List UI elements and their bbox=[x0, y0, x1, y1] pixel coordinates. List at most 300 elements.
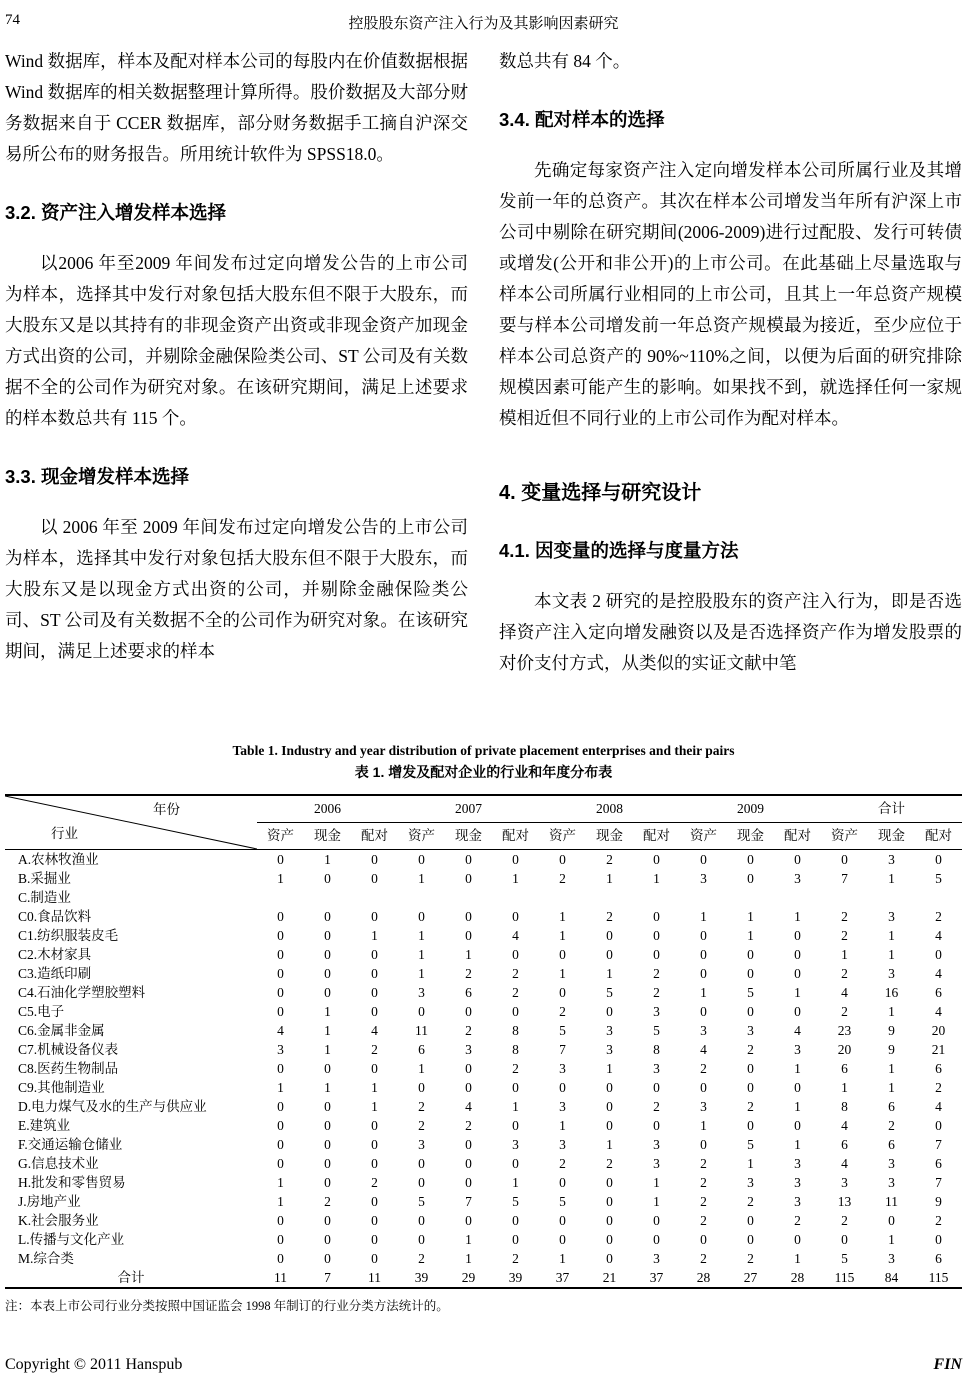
table-cell: 0 bbox=[747, 947, 754, 962]
subcolumn-header: 配对 bbox=[633, 823, 680, 850]
table-head bbox=[5, 795, 962, 850]
table-cell: 0 bbox=[277, 1156, 284, 1171]
table-cell: 1 bbox=[747, 1156, 754, 1171]
table-cell: 1 bbox=[324, 1042, 331, 1057]
table-cell bbox=[398, 888, 445, 907]
subcolumn-header: 资产 bbox=[257, 823, 304, 850]
table-cell: 3 bbox=[841, 1175, 848, 1190]
right-column bbox=[499, 46, 962, 679]
table-cell: 13 bbox=[837, 1194, 852, 1209]
table-cell: 3 bbox=[888, 909, 895, 924]
table-cell: 1 bbox=[888, 1232, 895, 1247]
table-cell: 0 bbox=[465, 852, 472, 867]
table-cell: 0 bbox=[371, 1061, 378, 1076]
table-cell: 7 bbox=[465, 1194, 472, 1209]
table-cell bbox=[492, 888, 539, 907]
table-cell: 2 bbox=[700, 1194, 707, 1209]
table-cell: 4 bbox=[935, 1004, 942, 1019]
table-cell: 1 bbox=[747, 909, 754, 924]
table-cell: 0 bbox=[653, 1213, 660, 1228]
table-cell: 0 bbox=[559, 985, 566, 1000]
table-row bbox=[5, 1059, 962, 1078]
table-cell: 1 bbox=[559, 928, 566, 943]
table-cell: 6 bbox=[935, 1251, 942, 1266]
table-cell: 2 bbox=[700, 1251, 707, 1266]
table-cell: 2 bbox=[465, 966, 472, 981]
table-cell: 0 bbox=[794, 928, 801, 943]
table-cell: 3 bbox=[794, 871, 801, 886]
row-label: C3.造纸印刷 bbox=[18, 966, 92, 981]
table-cell: 1 bbox=[700, 909, 707, 924]
table-cell: 0 bbox=[277, 1213, 284, 1228]
table-cell: 1 bbox=[794, 1061, 801, 1076]
row-label: C1.纺织服装皮毛 bbox=[18, 928, 119, 943]
table-cell: 6 bbox=[841, 1061, 848, 1076]
table-cell: 28 bbox=[696, 1270, 711, 1285]
table-cell: 1 bbox=[418, 947, 425, 962]
table-cell: 0 bbox=[277, 909, 284, 924]
row-label: C7.机械设备仪表 bbox=[18, 1042, 119, 1057]
table-row bbox=[5, 945, 962, 964]
table-cell: 0 bbox=[700, 928, 707, 943]
running-head bbox=[5, 10, 962, 34]
table-cell: 3 bbox=[653, 1156, 660, 1171]
row-label: J.房地产业 bbox=[18, 1194, 81, 1209]
table-cell: 7 bbox=[841, 871, 848, 886]
subcolumn-header: 现金 bbox=[586, 823, 633, 850]
table-cell: 0 bbox=[653, 1080, 660, 1095]
table-cell: 5 bbox=[747, 1137, 754, 1152]
section-heading-4: 4. 变量选择与研究设计 bbox=[499, 482, 702, 504]
table-row bbox=[5, 1002, 962, 1021]
table-cell: 6 bbox=[841, 1137, 848, 1152]
table-cell: 0 bbox=[747, 1004, 754, 1019]
table-cell: 6 bbox=[418, 1042, 425, 1057]
table-cell: 0 bbox=[324, 928, 331, 943]
table-cell: 0 bbox=[277, 1137, 284, 1152]
table-cell: 3 bbox=[559, 1137, 566, 1152]
table-cell: 27 bbox=[743, 1270, 758, 1285]
table-cell: 0 bbox=[512, 1004, 519, 1019]
table-cell: 1 bbox=[700, 1118, 707, 1133]
table-cell: 0 bbox=[559, 1175, 566, 1190]
table-cell: 37 bbox=[555, 1270, 570, 1285]
table-cell: 1 bbox=[653, 1175, 660, 1190]
table-cell: 0 bbox=[841, 1232, 848, 1247]
row-label: D.电力煤气及水的生产与供应业 bbox=[18, 1099, 207, 1114]
table-cell: 1 bbox=[371, 1080, 378, 1095]
table-cell: 4 bbox=[841, 1118, 848, 1133]
row-label: B.采掘业 bbox=[18, 871, 71, 886]
table-cell: 5 bbox=[559, 1023, 566, 1038]
table-cell: 2 bbox=[371, 1175, 378, 1190]
table-cell: 0 bbox=[324, 1118, 331, 1133]
table-cell: 1 bbox=[841, 1080, 848, 1095]
table-cell: 0 bbox=[700, 1004, 707, 1019]
table-cell: 0 bbox=[371, 1194, 378, 1209]
table-title-english: Table 1. Industry and year distribution of private placement enterprises and their pairs bbox=[232, 743, 735, 758]
table-cell: 1 bbox=[888, 928, 895, 943]
table-row bbox=[5, 1040, 962, 1059]
table-cell: 2 bbox=[418, 1099, 425, 1114]
table-cell: 0 bbox=[606, 928, 613, 943]
table-1-block bbox=[5, 742, 962, 1315]
table-cell: 0 bbox=[606, 1175, 613, 1190]
table-cell: 3 bbox=[559, 1061, 566, 1076]
subcolumn-header: 现金 bbox=[727, 823, 774, 850]
table-cell: 4 bbox=[465, 1099, 472, 1114]
table-cell: 1 bbox=[418, 928, 425, 943]
table-cell: 2 bbox=[935, 1080, 942, 1095]
table-cell bbox=[351, 888, 398, 907]
table-cell: 1 bbox=[324, 852, 331, 867]
table-cell: 0 bbox=[794, 852, 801, 867]
table-cell: 0 bbox=[935, 852, 942, 867]
table-cell: 0 bbox=[277, 1004, 284, 1019]
table-cell: 0 bbox=[606, 1213, 613, 1228]
table-cell: 0 bbox=[653, 1118, 660, 1133]
table-cell: 0 bbox=[559, 1232, 566, 1247]
table-cell bbox=[915, 888, 962, 907]
table-cell: 1 bbox=[747, 928, 754, 943]
table-cell: 1 bbox=[559, 1118, 566, 1133]
table-cell: 2 bbox=[747, 1099, 754, 1114]
table-cell: 0 bbox=[935, 1232, 942, 1247]
table-cell: 3 bbox=[888, 1175, 895, 1190]
table-cell: 0 bbox=[700, 1080, 707, 1095]
table-cell: 0 bbox=[418, 1156, 425, 1171]
table-cell: 3 bbox=[700, 871, 707, 886]
table-cell: 0 bbox=[324, 909, 331, 924]
table-cell: 1 bbox=[559, 909, 566, 924]
table-cell bbox=[868, 888, 915, 907]
table-cell: 2 bbox=[794, 1213, 801, 1228]
table-cell: 0 bbox=[277, 928, 284, 943]
table-cell: 3 bbox=[700, 1099, 707, 1114]
table-cell: 1 bbox=[653, 1194, 660, 1209]
table-cell bbox=[727, 888, 774, 907]
table-cell: 4 bbox=[935, 966, 942, 981]
table-cell: 1 bbox=[277, 1175, 284, 1190]
corner-label-year: 年份 bbox=[153, 802, 180, 817]
table-cell: 0 bbox=[606, 1251, 613, 1266]
table-cell: 4 bbox=[794, 1023, 801, 1038]
table-cell: 0 bbox=[747, 966, 754, 981]
table-cell: 115 bbox=[928, 1270, 949, 1285]
table-cell: 3 bbox=[559, 1099, 566, 1114]
subcolumn-header: 现金 bbox=[868, 823, 915, 850]
table-cell: 5 bbox=[653, 1023, 660, 1038]
table-cell: 21 bbox=[931, 1042, 946, 1057]
table-cell: 0 bbox=[653, 1232, 660, 1247]
table-cell: 0 bbox=[794, 1118, 801, 1133]
table-cell: 2 bbox=[418, 1251, 425, 1266]
table-cell: 3 bbox=[747, 1175, 754, 1190]
table-cell: 2 bbox=[700, 1175, 707, 1190]
table-cell: 0 bbox=[747, 1213, 754, 1228]
table-cell: 11 bbox=[415, 1023, 428, 1038]
table-row bbox=[5, 1078, 962, 1097]
table-cell: 2 bbox=[606, 1156, 613, 1171]
table-row bbox=[5, 1116, 962, 1135]
table-cell: 3 bbox=[747, 1023, 754, 1038]
table-cell: 1 bbox=[465, 1232, 472, 1247]
table-cell: 4 bbox=[700, 1042, 707, 1057]
page-number: 74 bbox=[5, 12, 20, 28]
table-cell: 0 bbox=[653, 852, 660, 867]
table-cell: 1 bbox=[888, 1004, 895, 1019]
table-cell: 2 bbox=[841, 928, 848, 943]
table-cell: 0 bbox=[794, 966, 801, 981]
table-cell: 1 bbox=[606, 1137, 613, 1152]
table-cell: 0 bbox=[418, 1213, 425, 1228]
table-cell: 0 bbox=[747, 1080, 754, 1095]
row-label: A.农林牧渔业 bbox=[18, 852, 99, 867]
table-row bbox=[5, 888, 962, 907]
table-cell: 1 bbox=[841, 947, 848, 962]
table-cell: 0 bbox=[606, 947, 613, 962]
row-label: H.批发和零售贸易 bbox=[18, 1175, 126, 1190]
table-cell: 2 bbox=[418, 1118, 425, 1133]
table-cell: 2 bbox=[841, 909, 848, 924]
table-cell: 0 bbox=[559, 1213, 566, 1228]
row-label: K.社会服务业 bbox=[18, 1213, 99, 1228]
table-cell: 3 bbox=[653, 1137, 660, 1152]
row-label: C2.木材家具 bbox=[18, 947, 92, 962]
table-cell: 3 bbox=[606, 1042, 613, 1057]
table-cell bbox=[445, 888, 492, 907]
table-cell: 0 bbox=[465, 909, 472, 924]
table-cell: 0 bbox=[512, 947, 519, 962]
table-cell: 0 bbox=[418, 1004, 425, 1019]
corner-header-cell bbox=[5, 795, 257, 850]
table-cell: 1 bbox=[606, 966, 613, 981]
table-cell: 0 bbox=[371, 947, 378, 962]
table-cell: 2 bbox=[700, 1061, 707, 1076]
table-cell: 0 bbox=[512, 1232, 519, 1247]
table-cell: 0 bbox=[935, 947, 942, 962]
table-cell: 1 bbox=[888, 947, 895, 962]
table-cell: 2 bbox=[841, 966, 848, 981]
table-cell: 2 bbox=[747, 1194, 754, 1209]
table-cell: 3 bbox=[888, 1156, 895, 1171]
table-cell: 0 bbox=[277, 966, 284, 981]
table-cell: 0 bbox=[324, 1175, 331, 1190]
table-cell: 4 bbox=[935, 1099, 942, 1114]
table-cell: 1 bbox=[324, 1080, 331, 1095]
table-cell: 1 bbox=[371, 1099, 378, 1114]
table-cell: 0 bbox=[418, 852, 425, 867]
table-cell: 0 bbox=[324, 871, 331, 886]
table-cell: 3 bbox=[888, 1251, 895, 1266]
row-label: C6.金属非金属 bbox=[18, 1023, 105, 1038]
table-cell: 0 bbox=[371, 1137, 378, 1152]
year-group-header: 2006 bbox=[257, 795, 398, 823]
table-cell: 1 bbox=[606, 871, 613, 886]
table-row bbox=[5, 1135, 962, 1154]
table-cell: 0 bbox=[324, 966, 331, 981]
table-cell: 0 bbox=[888, 1213, 895, 1228]
table-cell bbox=[633, 888, 680, 907]
table-cell: 2 bbox=[559, 1004, 566, 1019]
table-cell: 0 bbox=[324, 1156, 331, 1171]
table-cell: 6 bbox=[935, 1156, 942, 1171]
table-cell: 1 bbox=[324, 1004, 331, 1019]
table-cell: 0 bbox=[371, 852, 378, 867]
table-cell: 1 bbox=[512, 871, 519, 886]
row-label: C0.食品饮料 bbox=[18, 909, 92, 924]
table-cell: 0 bbox=[277, 1118, 284, 1133]
year-group-header: 合计 bbox=[821, 795, 962, 823]
table-cell: 0 bbox=[653, 928, 660, 943]
table-cell: 0 bbox=[559, 1080, 566, 1095]
table-cell: 6 bbox=[935, 985, 942, 1000]
table-cell: 0 bbox=[324, 1213, 331, 1228]
table-cell: 2 bbox=[606, 852, 613, 867]
table-row bbox=[5, 1230, 962, 1249]
table-cell: 0 bbox=[324, 1232, 331, 1247]
table-cell: 3 bbox=[512, 1137, 519, 1152]
corner-label-industry: 行业 bbox=[51, 826, 78, 841]
table-cell: 1 bbox=[888, 1061, 895, 1076]
table-cell: 2 bbox=[935, 1213, 942, 1228]
table-cell: 0 bbox=[371, 1156, 378, 1171]
table-cell: 21 bbox=[602, 1270, 617, 1285]
table-row bbox=[5, 1097, 962, 1116]
table-cell: 1 bbox=[559, 1251, 566, 1266]
subcolumn-header: 现金 bbox=[304, 823, 351, 850]
table-cell: 0 bbox=[324, 947, 331, 962]
table-cell: 2 bbox=[512, 1251, 519, 1266]
table-cell: 0 bbox=[371, 985, 378, 1000]
table-cell: 0 bbox=[606, 1118, 613, 1133]
table-cell: 5 bbox=[606, 985, 613, 1000]
table-cell: 0 bbox=[512, 1213, 519, 1228]
table-cell: 8 bbox=[653, 1042, 660, 1057]
table-row bbox=[5, 1192, 962, 1211]
subcolumn-header: 现金 bbox=[445, 823, 492, 850]
table-cell: 1 bbox=[512, 1099, 519, 1114]
table-cell: 0 bbox=[606, 1194, 613, 1209]
table-cell: 0 bbox=[700, 1232, 707, 1247]
table-cell: 2 bbox=[841, 1004, 848, 1019]
row-label: G.信息技术业 bbox=[18, 1156, 99, 1171]
table-cell: 1 bbox=[418, 966, 425, 981]
table-row bbox=[5, 1173, 962, 1192]
table-cell: 0 bbox=[935, 1118, 942, 1133]
table-cell: 84 bbox=[884, 1270, 899, 1285]
table-cell: 3 bbox=[700, 1023, 707, 1038]
table-cell: 4 bbox=[277, 1023, 284, 1038]
table-cell: 0 bbox=[277, 852, 284, 867]
running-title: 控股股东资产注入行为及其影响因素研究 bbox=[348, 16, 619, 32]
table-cell: 0 bbox=[277, 985, 284, 1000]
year-group-header: 2007 bbox=[398, 795, 539, 823]
table-cell: 7 bbox=[935, 1175, 942, 1190]
table-cell: 0 bbox=[465, 1004, 472, 1019]
subcolumn-header: 配对 bbox=[774, 823, 821, 850]
table-cell: 1 bbox=[794, 1099, 801, 1114]
table-cell: 0 bbox=[371, 871, 378, 886]
table-cell: 8 bbox=[512, 1042, 519, 1057]
table-cell: 0 bbox=[700, 966, 707, 981]
year-group-header: 2009 bbox=[680, 795, 821, 823]
table-cell: 0 bbox=[747, 871, 754, 886]
table-cell: 0 bbox=[747, 1118, 754, 1133]
table-cell: 0 bbox=[324, 1099, 331, 1114]
table-cell: 3 bbox=[794, 1156, 801, 1171]
table-cell: 1 bbox=[277, 1194, 284, 1209]
row-label: F.交通运输仓储业 bbox=[18, 1137, 123, 1152]
section-heading-3-3: 3.3. 现金增发样本选择 bbox=[5, 466, 189, 487]
table-cell: 0 bbox=[371, 1004, 378, 1019]
section-heading-4-1: 4.1. 因变量的选择与度量方法 bbox=[499, 540, 739, 561]
table-cell: 0 bbox=[841, 852, 848, 867]
table-cell: 0 bbox=[512, 852, 519, 867]
table-cell: 0 bbox=[747, 852, 754, 867]
diagonal-line bbox=[5, 796, 257, 849]
table-cell: 0 bbox=[324, 1061, 331, 1076]
table-cell: 9 bbox=[888, 1023, 895, 1038]
table-title-chinese: 表 1. 增发及配对企业的行业和年度分布表 bbox=[354, 764, 613, 780]
table-cell: 0 bbox=[465, 1080, 472, 1095]
table-cell: 1 bbox=[418, 871, 425, 886]
table-cell: 0 bbox=[512, 1118, 519, 1133]
table-cell: 0 bbox=[371, 966, 378, 981]
table-cell: 2 bbox=[841, 1213, 848, 1228]
table-cell: 0 bbox=[794, 947, 801, 962]
table-cell: 2 bbox=[653, 1099, 660, 1114]
table-cell: 3 bbox=[653, 1061, 660, 1076]
two-column-text bbox=[5, 46, 962, 718]
row-label: C.制造业 bbox=[18, 890, 71, 905]
table-cell: 39 bbox=[414, 1270, 429, 1285]
table-cell: 1 bbox=[794, 1137, 801, 1152]
table-cell: 3 bbox=[888, 966, 895, 981]
table-cell: 0 bbox=[465, 871, 472, 886]
table-row bbox=[5, 926, 962, 945]
table-cell: 0 bbox=[465, 1061, 472, 1076]
table-cell: 3 bbox=[465, 1042, 472, 1057]
table-cell: 2 bbox=[559, 1156, 566, 1171]
table-cell: 29 bbox=[461, 1270, 476, 1285]
table-cell: 3 bbox=[277, 1042, 284, 1057]
paragraph-dependent-variable: 本文表 2 研究的是控股股东的资产注入行为，即是否选择资产注入定向增发融资以及是否选择资产作为增发股票的对价支付方式，从类似的实证文献中笔 bbox=[499, 591, 962, 673]
table-cell: 11 bbox=[368, 1270, 381, 1285]
table-cell: 0 bbox=[700, 1137, 707, 1152]
table-cell: 0 bbox=[559, 852, 566, 867]
table-cell: 3 bbox=[606, 1023, 613, 1038]
table-cell: 0 bbox=[277, 1251, 284, 1266]
table-cell bbox=[821, 888, 868, 907]
table-cell: 1 bbox=[371, 928, 378, 943]
table-cell: 2 bbox=[465, 1023, 472, 1038]
table-cell: 0 bbox=[418, 1175, 425, 1190]
table-cell: 3 bbox=[418, 985, 425, 1000]
table-cell: 0 bbox=[747, 1232, 754, 1247]
table-cell: 3 bbox=[418, 1137, 425, 1152]
table-cell: 0 bbox=[371, 1118, 378, 1133]
table-cell: 0 bbox=[324, 1137, 331, 1152]
table-cell: 1 bbox=[465, 1251, 472, 1266]
table-cell: 3 bbox=[653, 1004, 660, 1019]
table-cell: 6 bbox=[465, 985, 472, 1000]
table-cell bbox=[586, 888, 633, 907]
row-label: L.传播与文化产业 bbox=[18, 1232, 125, 1247]
table-cell: 0 bbox=[418, 909, 425, 924]
table-footnote: 注：本表上市公司行业分类按照中国证监会 1998 年制订的行业分类方法统计的。 bbox=[5, 1299, 449, 1313]
subcolumn-header: 资产 bbox=[680, 823, 727, 850]
